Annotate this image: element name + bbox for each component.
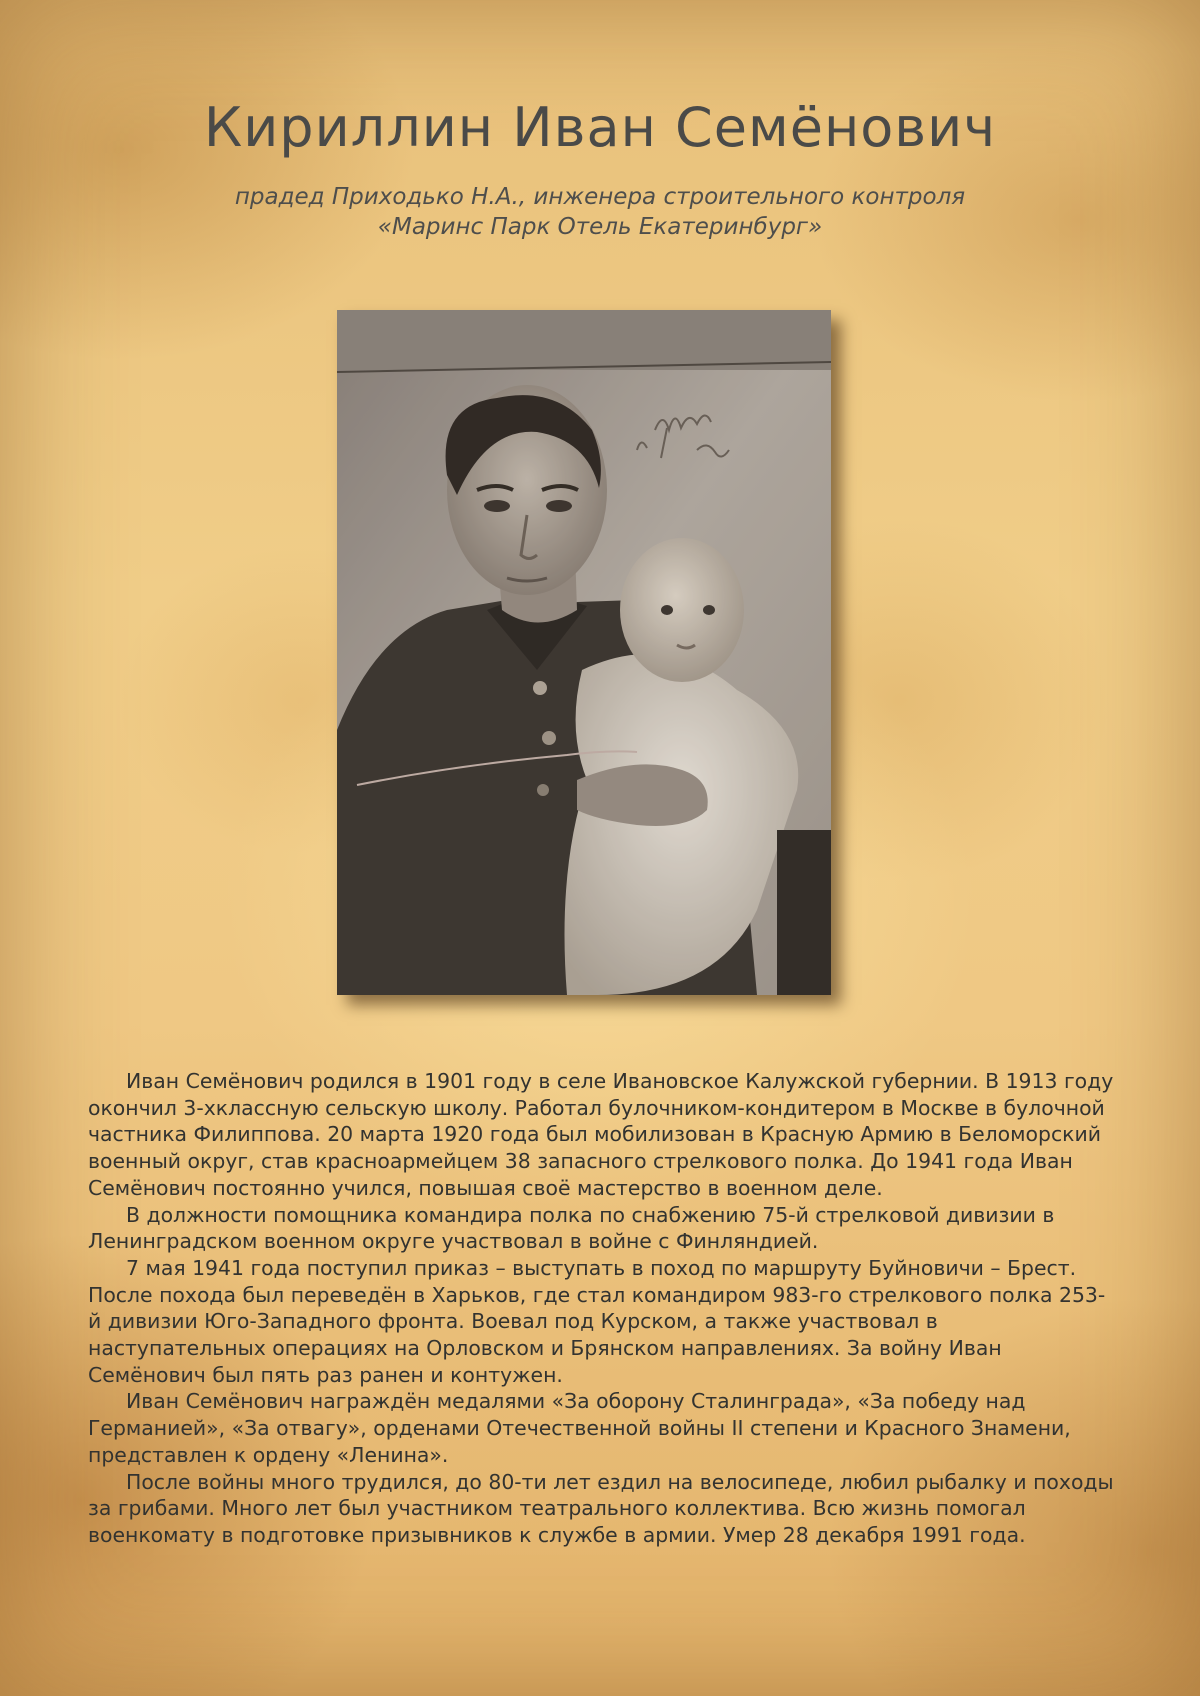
biography-paragraph-4: Иван Семёнович награждён медалями «За оборону Сталинграда», «За победу над Германией», «За отвагу», орденами Отечественной войны II степени и Красного Знамени, представлен к ордену «Ленина». — [88, 1389, 1071, 1467]
subtitle-line-1: прадед Приходько Н.А., инженера строительного контроля — [234, 184, 966, 210]
portrait-photo — [337, 310, 831, 995]
biography-paragraph-3: 7 мая 1941 года поступил приказ – выступать в поход по маршруту Буйновичи – Брест. После похода был переведён в Харьков, где стал командиром 983-го стрелкового полка 253-й дивизии Юго-Западного фронта. Воевал под Курском, а также участвовал в наступательных операциях на Орловском и Брянском направлениях. За войну Иван Семёнович был пять раз ранен и контужен. — [88, 1255, 1106, 1387]
biography — [88, 1068, 1118, 1549]
portrait-photo-image — [337, 310, 831, 995]
subtitle-line-2: «Маринс Парк Отель Екатеринбург» — [377, 214, 823, 240]
page-title: Кириллин Иван Семёнович — [203, 96, 997, 159]
biography-paragraph-2: В должности помощника командира полка по снабжению 75-й стрелковой дивизии в Ленинградском военном округе участвовал в войне с Финляндией. — [88, 1202, 1055, 1254]
subtitle — [0, 182, 1200, 242]
biography-paragraph-5: После войны много трудился, до 80-ти лет ездил на велосипеде, любил рыбалку и походы за грибами. Много лет был участником театрального коллектива. Всю жизнь помогал военкомату в подготовке призывников к службе в армии. Умер 28 декабря 1991 года. — [88, 1469, 1114, 1547]
biography-paragraph-1: Иван Семёнович родился в 1901 году в селе Ивановское Калужской губернии. В 1913 году окончил 3-хклассную сельскую школу. Работал булочником-кондитером в Москве в булочной частника Филиппова. 20 марта 1920 года был мобилизован в Красную Армию в Беломорский военный округ, став красноармейцем 38 запасного стрелкового полка. До 1941 года Иван Семёнович постоянно учился, повышая своё мастерство в военном деле. — [88, 1069, 1114, 1200]
